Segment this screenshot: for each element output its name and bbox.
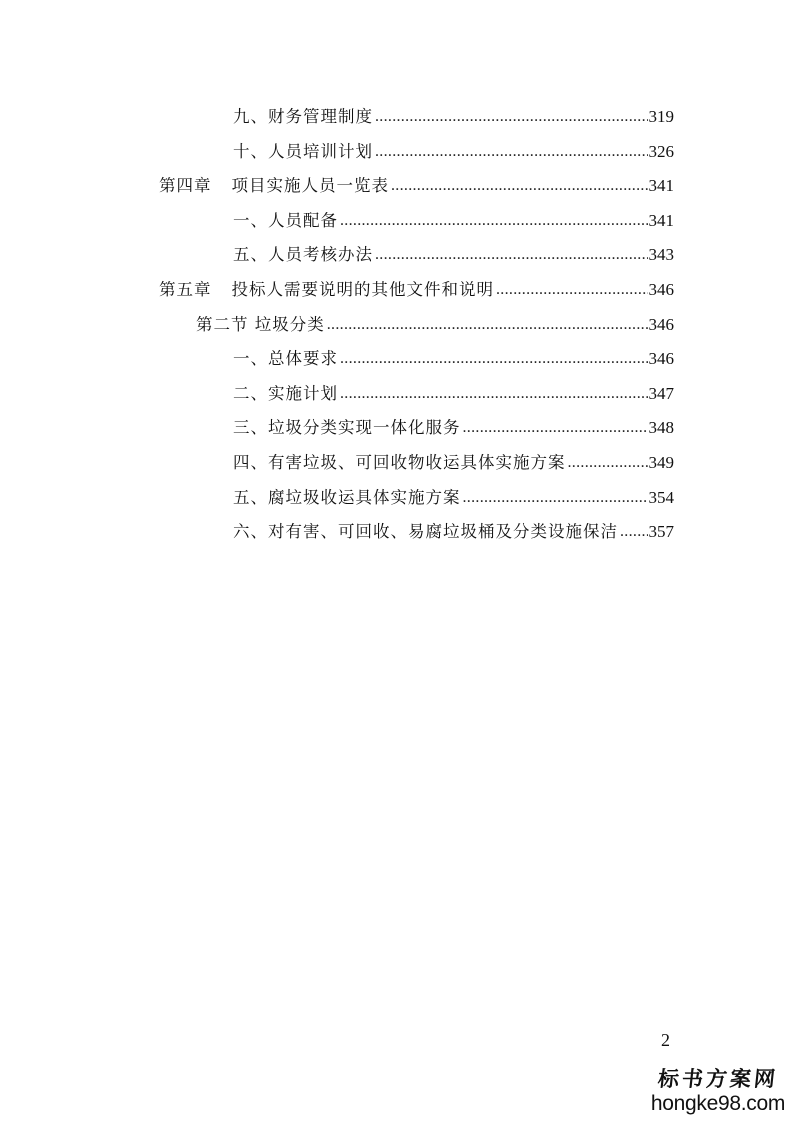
toc-entry-title: 十、人员培训计划 (233, 141, 373, 161)
toc-entry[interactable] (233, 411, 674, 445)
toc-entry[interactable] (233, 446, 674, 480)
toc-entry-title: 一、人员配备 (233, 210, 338, 230)
toc-entry-title: 六、对有害、可回收、易腐垃圾桶及分类设施保洁 (233, 522, 618, 542)
toc-dot-leader (463, 411, 648, 445)
toc-dot-leader (375, 238, 648, 272)
toc-dot-leader (340, 342, 648, 376)
toc-entry[interactable] (233, 100, 674, 134)
toc-page-number: 326 (648, 141, 674, 161)
toc-page-number: 346 (648, 349, 674, 369)
toc-entry-title: 二、实施计划 (233, 383, 338, 403)
watermark-url: hongke98.com (650, 1092, 786, 1115)
toc-page-number: 341 (648, 176, 674, 196)
toc-entry-title: 一、总体要求 (233, 349, 338, 369)
toc-dot-leader (375, 135, 648, 169)
toc-entry-title: 投标人需要说明的其他文件和说明 (231, 280, 494, 299)
toc-page-number: 347 (648, 383, 674, 403)
toc-entry[interactable] (159, 273, 674, 307)
toc-chapter-label: 第五章 (159, 280, 212, 299)
toc-page-number: 357 (648, 522, 674, 542)
toc-entry[interactable] (233, 515, 674, 549)
toc-entry[interactable] (233, 481, 674, 515)
toc-entry-title: 第二节 垃圾分类 (196, 314, 325, 334)
toc-dot-leader (340, 204, 648, 238)
toc-page-number: 343 (648, 245, 674, 265)
toc-dot-leader (340, 377, 648, 411)
toc-dot-leader (327, 308, 648, 342)
toc-entry-title: 三、垃圾分类实现一体化服务 (233, 418, 461, 438)
toc-dot-leader (496, 273, 648, 307)
toc-page-number: 349 (648, 453, 674, 472)
toc-page-number: 348 (648, 418, 674, 438)
toc-entry[interactable] (233, 377, 674, 411)
toc-dot-leader (568, 446, 648, 480)
toc-entry-title: 五、腐垃圾收运具体实施方案 (233, 487, 461, 507)
toc-dot-leader (620, 515, 648, 549)
toc-dot-leader (391, 169, 648, 203)
toc-entry[interactable] (233, 238, 674, 272)
toc-entry[interactable] (159, 169, 674, 203)
toc-chapter-label: 第四章 (159, 176, 212, 196)
toc-entry[interactable] (196, 308, 674, 342)
toc-entry[interactable] (233, 204, 674, 238)
toc-page-number: 319 (648, 107, 674, 126)
toc-entry-title: 九、财务管理制度 (233, 107, 373, 126)
toc-dot-leader (463, 481, 648, 515)
toc-page-number: 341 (648, 210, 674, 230)
toc-entry[interactable] (233, 135, 674, 169)
toc-page-number: 354 (648, 487, 674, 507)
site-watermark (648, 1066, 788, 1116)
page-number: 2 (661, 1030, 670, 1050)
toc-entry-title: 项目实施人员一览表 (231, 176, 389, 196)
toc-dot-leader (375, 100, 648, 134)
watermark-name: 标书方案网 (656, 1067, 780, 1091)
toc-entry[interactable] (233, 342, 674, 376)
toc-entry-title: 五、人员考核办法 (233, 245, 373, 265)
toc-entry-title: 四、有害垃圾、可回收物收运具体实施方案 (233, 453, 566, 472)
toc-page-number: 346 (648, 314, 674, 334)
toc-page-number: 346 (648, 280, 674, 299)
